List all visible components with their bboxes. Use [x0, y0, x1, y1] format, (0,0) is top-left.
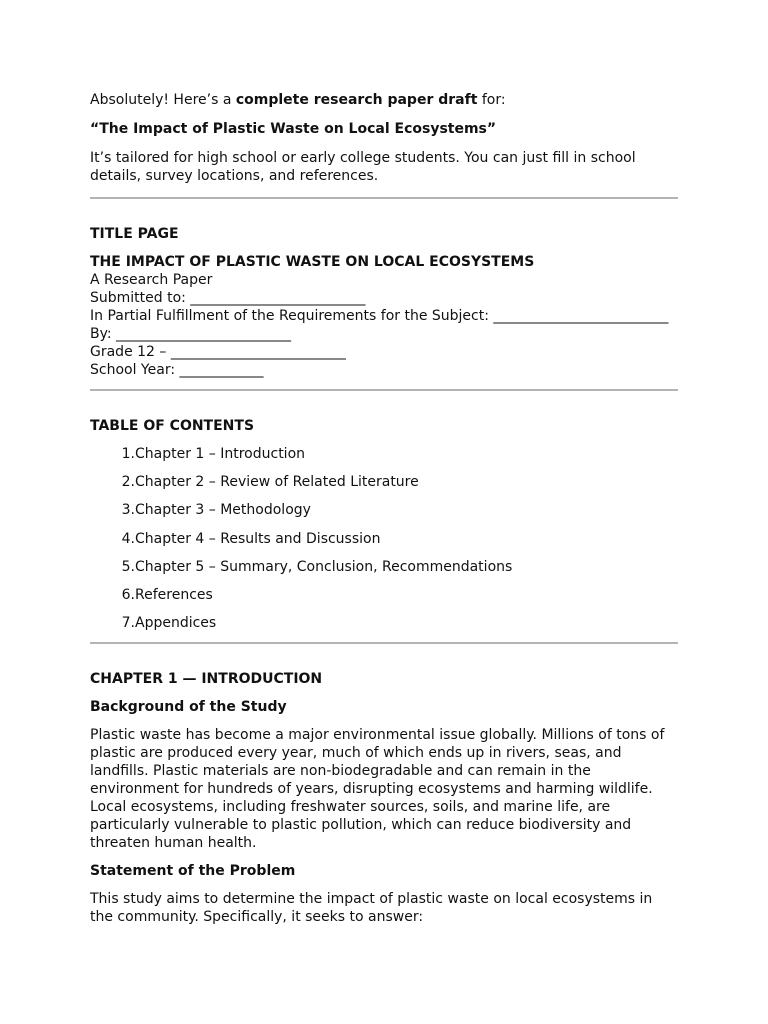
- toc-item-number: 3.: [121, 502, 135, 519]
- title-page-line: By: _________________________: [90, 326, 292, 342]
- intro-lead-bold: complete research paper draft: [235, 92, 478, 108]
- problem-paragraph: This study aims to determine the impact of plastic waste on local ecosystems in the community. Specifically, it seeks to answer:: [90, 891, 653, 926]
- toc-item: [90, 445, 678, 463]
- toc-item-text: Appendices: [135, 615, 217, 632]
- intro-lead-prefix: Absolutely! Here’s a: [90, 92, 236, 108]
- toc-item-text: Chapter 4 – Results and Discussion: [135, 530, 381, 547]
- title-page-paper-title: THE IMPACT OF PLASTIC WASTE ON LOCAL ECOSYSTEMS: [90, 254, 535, 270]
- problem-heading: Statement of the Problem: [90, 863, 296, 880]
- toc-item-text: Chapter 5 – Summary, Conclusion, Recommendations: [135, 558, 513, 575]
- toc-item: [90, 530, 678, 548]
- toc-item-number: 6.: [121, 586, 135, 603]
- toc-item-text: Chapter 2 – Review of Related Literature: [135, 474, 419, 491]
- toc-item-number: 4.: [121, 530, 135, 547]
- toc-item-number: 5.: [121, 558, 135, 575]
- toc-item-text: References: [135, 586, 213, 603]
- section-divider: [90, 197, 678, 199]
- toc-item-text: Chapter 1 – Introduction: [135, 446, 306, 462]
- intro-lead: [90, 91, 678, 109]
- title-page-line: A Research Paper: [90, 272, 213, 288]
- toc-item-number: 2.: [121, 474, 135, 491]
- intro-note: It’s tailored for high school or early college students. You can just fill in school details, survey locations, and references.: [90, 150, 636, 184]
- title-page-line: Grade 12 – _________________________: [90, 344, 346, 360]
- title-page-line: Submitted to: _________________________: [90, 290, 366, 306]
- intro-lead-suffix: for:: [477, 92, 506, 108]
- toc-heading: TABLE OF CONTENTS: [90, 418, 255, 434]
- title-page-heading: TITLE PAGE: [90, 226, 179, 242]
- background-paragraph: Plastic waste has become a major environmental issue globally. Millions of tons of plastic are produced every year, much of which ends up in rivers, seas, and landfills. Plastic materials are non-biodegradable and can remain in the environment for hundreds of years, disrupting ecosystems and harming wildlife. Local ecosystems, including freshwater sources, soils, and marine life, are particularly vulnerable to plastic pollution, which can reduce biodiversity and threaten human health.: [90, 727, 665, 852]
- toc-list: [90, 445, 678, 632]
- section-divider: [90, 389, 678, 391]
- toc-item: [90, 501, 678, 519]
- toc-item: [90, 473, 678, 491]
- toc-item: [90, 558, 678, 576]
- toc-item: [90, 586, 678, 604]
- intro-paper-title: “The Impact of Plastic Waste on Local Ecosystems”: [90, 121, 497, 137]
- background-heading: Background of the Study: [90, 699, 287, 716]
- title-page-line: School Year: ____________: [90, 362, 264, 378]
- title-page-line: In Partial Fulfillment of the Requirements for the Subject: _________________________: [90, 308, 669, 324]
- toc-item-text: Chapter 3 – Methodology: [135, 502, 311, 519]
- toc-item: [90, 614, 678, 632]
- section-divider: [90, 642, 678, 644]
- chapter1-heading: CHAPTER 1 — INTRODUCTION: [90, 671, 323, 688]
- toc-item-number: 1.: [121, 446, 135, 462]
- toc-item-number: 7.: [121, 615, 135, 632]
- document-content: [90, 91, 678, 936]
- title-page-block: [90, 253, 678, 379]
